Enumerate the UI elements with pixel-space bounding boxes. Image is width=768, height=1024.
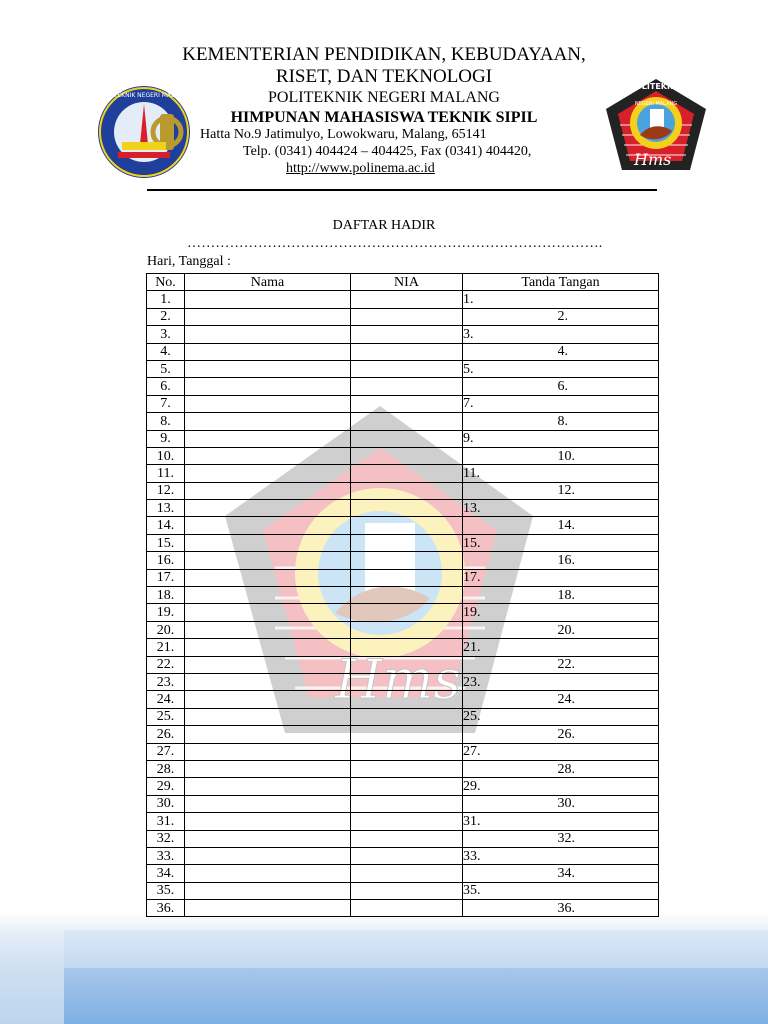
row-number: 32. — [147, 830, 185, 847]
nia-cell[interactable] — [351, 308, 463, 325]
row-number: 35. — [147, 882, 185, 899]
row-number: 14. — [147, 517, 185, 534]
signature-cell-empty[interactable] — [558, 813, 659, 830]
table-row — [147, 395, 659, 412]
signature-cell-empty[interactable] — [463, 343, 558, 360]
name-cell[interactable] — [185, 447, 351, 464]
nia-cell[interactable] — [351, 482, 463, 499]
row-number: 29. — [147, 778, 185, 795]
row-number: 23. — [147, 673, 185, 690]
signature-cell-empty[interactable] — [463, 552, 558, 569]
row-number: 16. — [147, 552, 185, 569]
nia-cell[interactable] — [351, 813, 463, 830]
page-bottom-wave-dark — [64, 968, 768, 1024]
signature-cell-empty[interactable] — [558, 291, 659, 308]
signature-cell[interactable]: 7. — [463, 395, 558, 412]
name-cell[interactable] — [185, 760, 351, 777]
row-number: 33. — [147, 847, 185, 864]
signature-cell-empty[interactable] — [558, 395, 659, 412]
name-cell[interactable] — [185, 378, 351, 395]
row-number: 21. — [147, 639, 185, 656]
nia-cell[interactable] — [351, 795, 463, 812]
signature-cell-empty[interactable] — [558, 847, 659, 864]
address: Hatta No.9 Jatimulyo, Lowokwaru, Malang, 65141 — [200, 127, 487, 142]
svg-text:Hms: Hms — [335, 648, 462, 711]
row-number: 8. — [147, 413, 185, 430]
nia-cell[interactable] — [351, 778, 463, 795]
nia-cell[interactable] — [351, 430, 463, 447]
table-row — [147, 326, 659, 343]
table-row — [147, 795, 659, 812]
signature-cell[interactable]: 33. — [463, 847, 558, 864]
table-row — [147, 517, 659, 534]
table-row — [147, 743, 659, 760]
signature-cell-empty[interactable] — [463, 447, 558, 464]
nia-cell[interactable] — [351, 847, 463, 864]
nia-cell[interactable] — [351, 639, 463, 656]
signature-cell[interactable]: 25. — [463, 708, 558, 725]
name-cell[interactable] — [185, 430, 351, 447]
signature-cell-empty[interactable] — [463, 865, 558, 882]
table-row — [147, 343, 659, 360]
signature-cell[interactable]: 31. — [463, 813, 558, 830]
signature-cell-empty[interactable] — [558, 639, 659, 656]
name-cell[interactable] — [185, 534, 351, 551]
row-number: 9. — [147, 430, 185, 447]
signature-cell[interactable]: 11. — [463, 465, 558, 482]
nia-cell[interactable] — [351, 534, 463, 551]
signature-cell[interactable]: 15. — [463, 534, 558, 551]
table-row — [147, 552, 659, 569]
table-row — [147, 900, 659, 917]
nia-cell[interactable] — [351, 673, 463, 690]
row-number: 6. — [147, 378, 185, 395]
row-number: 19. — [147, 604, 185, 621]
signature-cell-empty[interactable] — [558, 743, 659, 760]
name-cell[interactable] — [185, 465, 351, 482]
row-number: 13. — [147, 500, 185, 517]
nia-cell[interactable] — [351, 517, 463, 534]
row-number: 24. — [147, 691, 185, 708]
name-cell[interactable] — [185, 395, 351, 412]
website-link[interactable]: http://www.polinema.ac.id — [286, 161, 435, 176]
signature-cell[interactable]: 2. — [558, 308, 659, 325]
name-cell[interactable] — [185, 308, 351, 325]
row-number: 4. — [147, 343, 185, 360]
signature-cell[interactable]: 22. — [558, 656, 659, 673]
row-number: 27. — [147, 743, 185, 760]
nia-cell[interactable] — [351, 865, 463, 882]
nia-cell[interactable] — [351, 378, 463, 395]
signature-cell-empty[interactable] — [463, 482, 558, 499]
header-nia: NIA — [351, 274, 463, 291]
name-cell[interactable] — [185, 882, 351, 899]
name-cell[interactable] — [185, 847, 351, 864]
name-cell[interactable] — [185, 830, 351, 847]
nia-cell[interactable] — [351, 395, 463, 412]
table-row — [147, 465, 659, 482]
nia-cell[interactable] — [351, 900, 463, 917]
signature-cell[interactable]: 32. — [558, 830, 659, 847]
table-row — [147, 378, 659, 395]
name-cell[interactable] — [185, 569, 351, 586]
nia-cell[interactable] — [351, 413, 463, 430]
row-number: 3. — [147, 326, 185, 343]
row-number: 7. — [147, 395, 185, 412]
table-row — [147, 413, 659, 430]
signature-cell[interactable]: 28. — [558, 760, 659, 777]
signature-cell[interactable]: 21. — [463, 639, 558, 656]
nia-cell[interactable] — [351, 708, 463, 725]
phone-fax: Telp. (0341) 404424 – 404425, Fax (0341) 404420, — [243, 144, 532, 159]
row-number: 5. — [147, 360, 185, 377]
nia-cell[interactable] — [351, 587, 463, 604]
nia-cell[interactable] — [351, 691, 463, 708]
table-row — [147, 308, 659, 325]
header-no: No. — [147, 274, 185, 291]
row-number: 15. — [147, 534, 185, 551]
table-row — [147, 534, 659, 551]
name-cell[interactable] — [185, 500, 351, 517]
name-cell[interactable] — [185, 326, 351, 343]
table-row — [147, 569, 659, 586]
signature-cell[interactable]: 27. — [463, 743, 558, 760]
signature-cell-empty[interactable] — [463, 760, 558, 777]
nia-cell[interactable] — [351, 291, 463, 308]
signature-cell-empty[interactable] — [558, 673, 659, 690]
date-label: Hari, Tanggal : — [147, 254, 231, 269]
table-row — [147, 847, 659, 864]
left-logo-text: POLITEKNIK NEGERI MALANG — [100, 92, 188, 99]
signature-cell[interactable]: 13. — [463, 500, 558, 517]
name-cell[interactable] — [185, 673, 351, 690]
signature-cell-empty[interactable] — [463, 830, 558, 847]
table-row — [147, 430, 659, 447]
signature-cell-empty[interactable] — [463, 621, 558, 638]
name-cell[interactable] — [185, 360, 351, 377]
nia-cell[interactable] — [351, 465, 463, 482]
name-cell[interactable] — [185, 778, 351, 795]
signature-cell[interactable]: 4. — [558, 343, 659, 360]
signature-cell-empty[interactable] — [558, 604, 659, 621]
table-row — [147, 447, 659, 464]
name-cell[interactable] — [185, 587, 351, 604]
name-cell[interactable] — [185, 482, 351, 499]
table-row — [147, 760, 659, 777]
signature-cell-empty[interactable] — [463, 587, 558, 604]
signature-cell[interactable]: 16. — [558, 552, 659, 569]
table-row — [147, 882, 659, 899]
signature-cell-empty[interactable] — [463, 378, 558, 395]
row-number: 31. — [147, 813, 185, 830]
nia-cell[interactable] — [351, 326, 463, 343]
signature-cell-empty[interactable] — [463, 413, 558, 430]
signature-cell-empty[interactable] — [463, 308, 558, 325]
signature-cell[interactable]: 14. — [558, 517, 659, 534]
name-cell[interactable] — [185, 865, 351, 882]
signature-cell[interactable]: 1. — [463, 291, 558, 308]
name-cell[interactable] — [185, 795, 351, 812]
organization-name: HIMPUNAN MAHASISWA TEKNIK SIPIL — [230, 109, 538, 126]
signature-cell[interactable]: 12. — [558, 482, 659, 499]
ministry-title-line1: KEMENTERIAN PENDIDIKAN, KEBUDAYAAN, — [182, 44, 586, 65]
nia-cell[interactable] — [351, 656, 463, 673]
table-row — [147, 500, 659, 517]
row-number: 28. — [147, 760, 185, 777]
signature-cell-empty[interactable] — [558, 465, 659, 482]
nia-cell[interactable] — [351, 743, 463, 760]
signature-cell-empty[interactable] — [558, 882, 659, 899]
signature-cell[interactable]: 18. — [558, 587, 659, 604]
nia-cell[interactable] — [351, 604, 463, 621]
signature-cell[interactable]: 8. — [558, 413, 659, 430]
row-number: 17. — [147, 569, 185, 586]
table-row — [147, 587, 659, 604]
signature-cell[interactable]: 35. — [463, 882, 558, 899]
table-row — [147, 708, 659, 725]
table-row — [147, 778, 659, 795]
table-row — [147, 830, 659, 847]
table-row — [147, 673, 659, 690]
name-cell[interactable] — [185, 343, 351, 360]
table-row — [147, 813, 659, 830]
signature-cell-empty[interactable] — [558, 360, 659, 377]
nia-cell[interactable] — [351, 882, 463, 899]
signature-cell-empty[interactable] — [558, 778, 659, 795]
signature-cell[interactable]: 3. — [463, 326, 558, 343]
table-row — [147, 726, 659, 743]
table-row — [147, 639, 659, 656]
signature-cell[interactable]: 30. — [558, 795, 659, 812]
event-name-dotted-line: ……………………………………………………………………………. — [187, 236, 603, 251]
signature-cell-empty[interactable] — [558, 430, 659, 447]
row-number: 20. — [147, 621, 185, 638]
signature-cell[interactable]: 5. — [463, 360, 558, 377]
name-cell[interactable] — [185, 639, 351, 656]
signature-cell-empty[interactable] — [463, 900, 558, 917]
signature-cell-empty[interactable] — [463, 726, 558, 743]
row-number: 26. — [147, 726, 185, 743]
name-cell[interactable] — [185, 656, 351, 673]
name-cell[interactable] — [185, 291, 351, 308]
row-number: 36. — [147, 900, 185, 917]
row-number: 12. — [147, 482, 185, 499]
table-row — [147, 691, 659, 708]
nia-cell[interactable] — [351, 343, 463, 360]
signature-cell[interactable]: 6. — [558, 378, 659, 395]
row-number: 30. — [147, 795, 185, 812]
name-cell[interactable] — [185, 743, 351, 760]
signature-cell-empty[interactable] — [463, 656, 558, 673]
nia-cell[interactable] — [351, 760, 463, 777]
signature-cell[interactable]: 26. — [558, 726, 659, 743]
nia-cell[interactable] — [351, 726, 463, 743]
signature-cell-empty[interactable] — [558, 569, 659, 586]
table-row — [147, 360, 659, 377]
signature-cell[interactable]: 10. — [558, 447, 659, 464]
row-number: 22. — [147, 656, 185, 673]
signature-cell[interactable]: 34. — [558, 865, 659, 882]
header-name: Nama — [185, 274, 351, 291]
row-number: 34. — [147, 865, 185, 882]
nia-cell[interactable] — [351, 830, 463, 847]
name-cell[interactable] — [185, 691, 351, 708]
row-number: 2. — [147, 308, 185, 325]
table-row — [147, 604, 659, 621]
nia-cell[interactable] — [351, 500, 463, 517]
signature-cell-empty[interactable] — [558, 500, 659, 517]
signature-cell-empty[interactable] — [558, 708, 659, 725]
table-row — [147, 291, 659, 308]
nia-cell[interactable] — [351, 360, 463, 377]
right-logo-mark: Hms — [634, 150, 672, 169]
nia-cell[interactable] — [351, 552, 463, 569]
right-logo-subtext: NEGERI MALANG — [634, 101, 678, 107]
ministry-title-line2: RISET, DAN TEKNOLOGI — [275, 66, 493, 87]
table-row — [147, 482, 659, 499]
nia-cell[interactable] — [351, 569, 463, 586]
name-cell[interactable] — [185, 552, 351, 569]
name-cell[interactable] — [185, 621, 351, 638]
signature-cell[interactable]: 29. — [463, 778, 558, 795]
table-row — [147, 865, 659, 882]
name-cell[interactable] — [185, 813, 351, 830]
signature-cell[interactable]: 19. — [463, 604, 558, 621]
row-number: 25. — [147, 708, 185, 725]
row-number: 10. — [147, 447, 185, 464]
nia-cell[interactable] — [351, 621, 463, 638]
table-row — [147, 656, 659, 673]
signature-cell-empty[interactable] — [463, 795, 558, 812]
signature-cell[interactable]: 36. — [558, 900, 659, 917]
institution-name: POLITEKNIK NEGERI MALANG — [268, 89, 500, 106]
signature-cell[interactable]: 24. — [558, 691, 659, 708]
name-cell[interactable] — [185, 900, 351, 917]
signature-cell[interactable]: 17. — [463, 569, 558, 586]
document-title: DAFTAR HADIR — [332, 218, 436, 233]
signature-cell[interactable]: 9. — [463, 430, 558, 447]
name-cell[interactable] — [185, 604, 351, 621]
right-logo-text: POLITEKNIK — [629, 82, 683, 91]
nia-cell[interactable] — [351, 447, 463, 464]
signature-cell-empty[interactable] — [463, 691, 558, 708]
signature-cell-empty[interactable] — [463, 517, 558, 534]
table-row — [147, 621, 659, 638]
name-cell[interactable] — [185, 413, 351, 430]
row-number: 18. — [147, 587, 185, 604]
signature-cell-empty[interactable] — [558, 534, 659, 551]
name-cell[interactable] — [185, 726, 351, 743]
attendance-table-body — [147, 291, 659, 917]
name-cell[interactable] — [185, 708, 351, 725]
attendance-table — [146, 273, 659, 917]
signature-cell-empty[interactable] — [558, 326, 659, 343]
signature-cell[interactable]: 23. — [463, 673, 558, 690]
row-number: 11. — [147, 465, 185, 482]
header-signature: Tanda Tangan — [463, 274, 659, 291]
row-number: 1. — [147, 291, 185, 308]
table-header-row — [147, 274, 659, 291]
name-cell[interactable] — [185, 517, 351, 534]
letterhead-divider — [147, 189, 657, 191]
signature-cell[interactable]: 20. — [558, 621, 659, 638]
